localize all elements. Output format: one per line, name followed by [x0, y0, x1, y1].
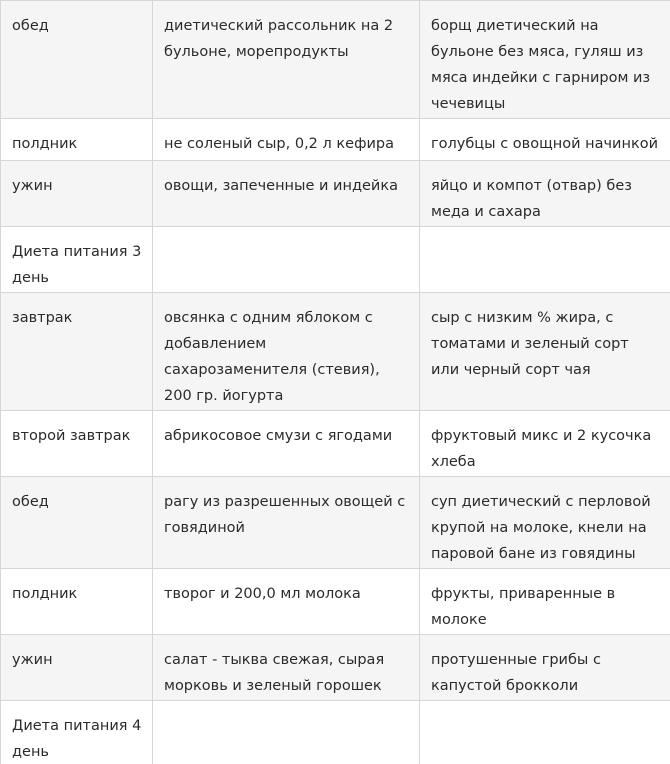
- option-1-cell: овощи, запеченные и индейка: [153, 161, 420, 227]
- meal-label-cell: ужин: [1, 635, 153, 701]
- option-2-cell: фруктовый микс и 2 кусочка хлеба: [420, 411, 670, 477]
- table-row: [1, 1, 670, 119]
- option-2-cell: фрукты, приваренные в молоке: [420, 569, 670, 635]
- option-2-cell: протушенные грибы с капустой брокколи: [420, 635, 670, 701]
- option-1-cell: диетический рассольник на 2 бульоне, морепродукты: [153, 1, 420, 119]
- option-2-cell: яйцо и компот (отвар) без меда и сахара: [420, 161, 670, 227]
- option-1-cell: творог и 200,0 мл молока: [153, 569, 420, 635]
- option-1-cell: абрикосовое смузи с ягодами: [153, 411, 420, 477]
- option-2-cell: сыр с низким % жира, с томатами и зеленый сорт или черный сорт чая: [420, 293, 670, 411]
- option-1-cell: овсянка с одним яблоком с добавлением сахарозаменителя (стевия), 200 гр. йогурта: [153, 293, 420, 411]
- meal-label-cell: обед: [1, 477, 153, 569]
- option-2-cell: суп диетический с перловой крупой на молоке, кнели на паровой бане из говядины: [420, 477, 670, 569]
- table-row: [1, 119, 670, 161]
- option-1-cell: рагу из разрешенных овощей с говядиной: [153, 477, 420, 569]
- option-2-cell: [420, 227, 670, 293]
- option-2-cell: голубцы с овощной начинкой: [420, 119, 670, 161]
- option-1-cell: не соленый сыр, 0,2 л кефира: [153, 119, 420, 161]
- option-1-cell: [153, 701, 420, 764]
- table-row: [1, 569, 670, 635]
- meal-label-cell: ужин: [1, 161, 153, 227]
- table-row: [1, 411, 670, 477]
- table-row: [1, 293, 670, 411]
- table-row: [1, 477, 670, 569]
- table-row: [1, 161, 670, 227]
- meal-label-cell: завтрак: [1, 293, 153, 411]
- day-heading-cell: Диета питания 3 день: [1, 227, 153, 293]
- option-1-cell: салат - тыква свежая, сырая морковь и зеленый горошек: [153, 635, 420, 701]
- meal-label-cell: полдник: [1, 119, 153, 161]
- meal-label-cell: обед: [1, 1, 153, 119]
- table-row: [1, 701, 670, 764]
- option-2-cell: борщ диетический на бульоне без мяса, гуляш из мяса индейки с гарниром из чечевицы: [420, 1, 670, 119]
- option-1-cell: [153, 227, 420, 293]
- meal-label-cell: второй завтрак: [1, 411, 153, 477]
- day-heading-cell: Диета питания 4 день: [1, 701, 153, 764]
- table-row: [1, 227, 670, 293]
- table-row: [1, 635, 670, 701]
- meal-label-cell: полдник: [1, 569, 153, 635]
- option-2-cell: [420, 701, 670, 764]
